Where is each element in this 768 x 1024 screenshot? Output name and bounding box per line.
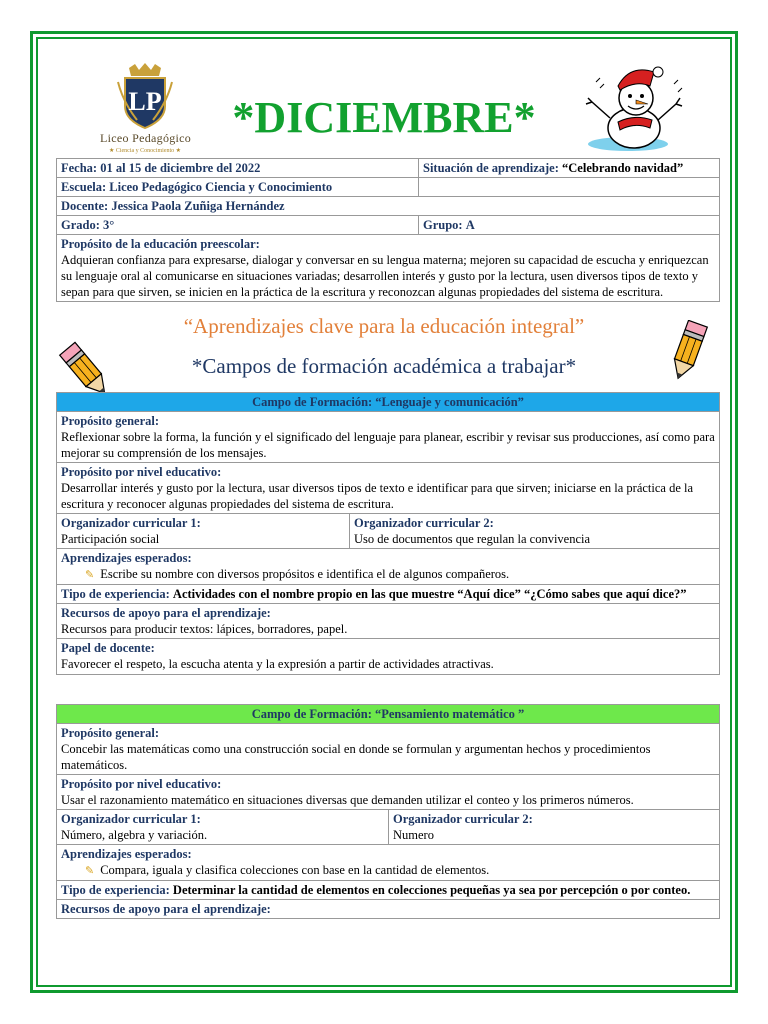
snowman-icon — [578, 62, 690, 154]
situacion-cell: Situación de aprendizaje: “Celebrando navidad” — [419, 159, 720, 178]
proposito-preescolar-text: Adquieran confianza para expresarse, dialogar y conversar en su lengua materna; mejoren su capacidad de escucha y enriquezcan su lenguaje oral al comunicarse en situaciones variadas; desarrollen interés y gusto por la lectura, usen diversos tipos de texto y sepan para que sirven, se inicien en la práctica de la escritura y reconozcan algunas propiedades del sistema de escritura. — [61, 253, 709, 299]
tipo-experiencia-cell: Tipo de experiencia: Determinar la cantidad de elementos en colecciones pequeñas ya sea por percepción o por conteo. — [57, 881, 720, 900]
aprendizajes-cell: Aprendizajes esperados: ✎ Compara, iguala y clasifica colecciones con base en la cantidad de elementos. — [57, 845, 720, 881]
proposito-preescolar-cell: Propósito de la educación preescolar: Adquieran confianza para expresarse, dialogar y conversar en su lengua materna; mejoren su capacidad de escucha y enriquezcan su lenguaje oral al comunicarse en situaciones variadas; desarrollen interés y gusto por la lectura, usen diversos tipos de texto y sepan para que sirven, se inicien en la práctica de la escritura y reconozcan algunas propiedades del sistema de escritura. — [57, 235, 720, 302]
tipo-experiencia-cell: Tipo de experiencia: Actividades con el nombre propio en las que muestre “Aquí dice” “¿Cómo sabes que aquí dice?” — [57, 585, 720, 604]
organizador-2-cell: Organizador curricular 2: Numero — [389, 810, 720, 845]
proposito-nivel-cell: Propósito por nivel educativo: Usar el razonamiento matemático en situaciones diversas que demanden utilizar el conteo y los primeros números. — [57, 775, 720, 810]
papel-docente-cell: Papel de docente: Favorecer el respeto, la escucha atenta y la expresión a partir de actividades atractivas. — [57, 639, 720, 675]
escuela-cell: Escuela: Liceo Pedagógico Ciencia y Conocimiento — [57, 178, 419, 197]
proposito-general-cell: Propósito general: Reflexionar sobre la forma, la función y el significado del lenguaje para planear, escribir y revisar sus producciones, así como para mejorar su comprensión de los mensajes. — [57, 412, 720, 463]
pencil-bullet-icon: ✎ — [85, 864, 95, 877]
campo-header: Campo de Formación: “Pensamiento matemático ” — [57, 705, 720, 724]
empty-cell — [419, 178, 720, 197]
info-table — [56, 158, 720, 302]
grado-cell: Grado: 3° — [57, 216, 419, 235]
svg-text:LP: LP — [128, 87, 162, 116]
logo-tagline: ★ Ciencia y Conocimiento ★ — [108, 148, 182, 154]
proposito-general-cell: Propósito general: Concebir las matemáticas como una construcción social en donde se formulan y argumentan hechos y procedimientos matemáticos. — [57, 724, 720, 775]
pencil-bullet-icon: ✎ — [85, 568, 95, 581]
organizador-2-cell: Organizador curricular 2: Uso de documentos que regulan la convivencia — [350, 514, 720, 549]
organizador-1-cell: Organizador curricular 1: Número, algebra y variación. — [57, 810, 389, 845]
subtitle-aprendizajes: “Aprendizajes clave para la educación integral” — [183, 314, 585, 338]
recursos-cell: Recursos de apoyo para el aprendizaje: — [57, 900, 720, 919]
pencil-icon — [660, 320, 716, 382]
campo-lenguaje-table — [56, 392, 720, 675]
proposito-nivel-cell: Propósito por nivel educativo: Desarrollar interés y gusto por la lectura, usar diversos tipos de texto e identificar para que sirven; iniciarse en la práctica de la escritura y reconocer algunas propiedades del sistema de escritura. — [57, 463, 720, 514]
campo-header: Campo de Formación: “Lenguaje y comunicación” — [57, 393, 720, 412]
logo-name: Liceo Pedagógico — [100, 131, 192, 145]
campo-matematico-table — [56, 704, 720, 919]
grupo-cell: Grupo: A — [419, 216, 720, 235]
fecha-cell: Fecha: 01 al 15 de diciembre del 2022 — [57, 159, 419, 178]
page-title: *DICIEMBRE* — [232, 93, 536, 142]
subtitle-campos: *Campos de formación académica a trabajar* — [191, 354, 577, 378]
recursos-cell: Recursos de apoyo para el aprendizaje: Recursos para producir textos: lápices, borradores, papel. — [57, 604, 720, 639]
docente-cell: Docente: Jessica Paola Zuñiga Hernández — [57, 197, 720, 216]
organizador-1-cell: Organizador curricular 1: Participación social — [57, 514, 350, 549]
aprendizajes-cell: Aprendizajes esperados: ✎ Escribe su nombre con diversos propósitos e identifica el de algunos compañeros. — [57, 549, 720, 585]
